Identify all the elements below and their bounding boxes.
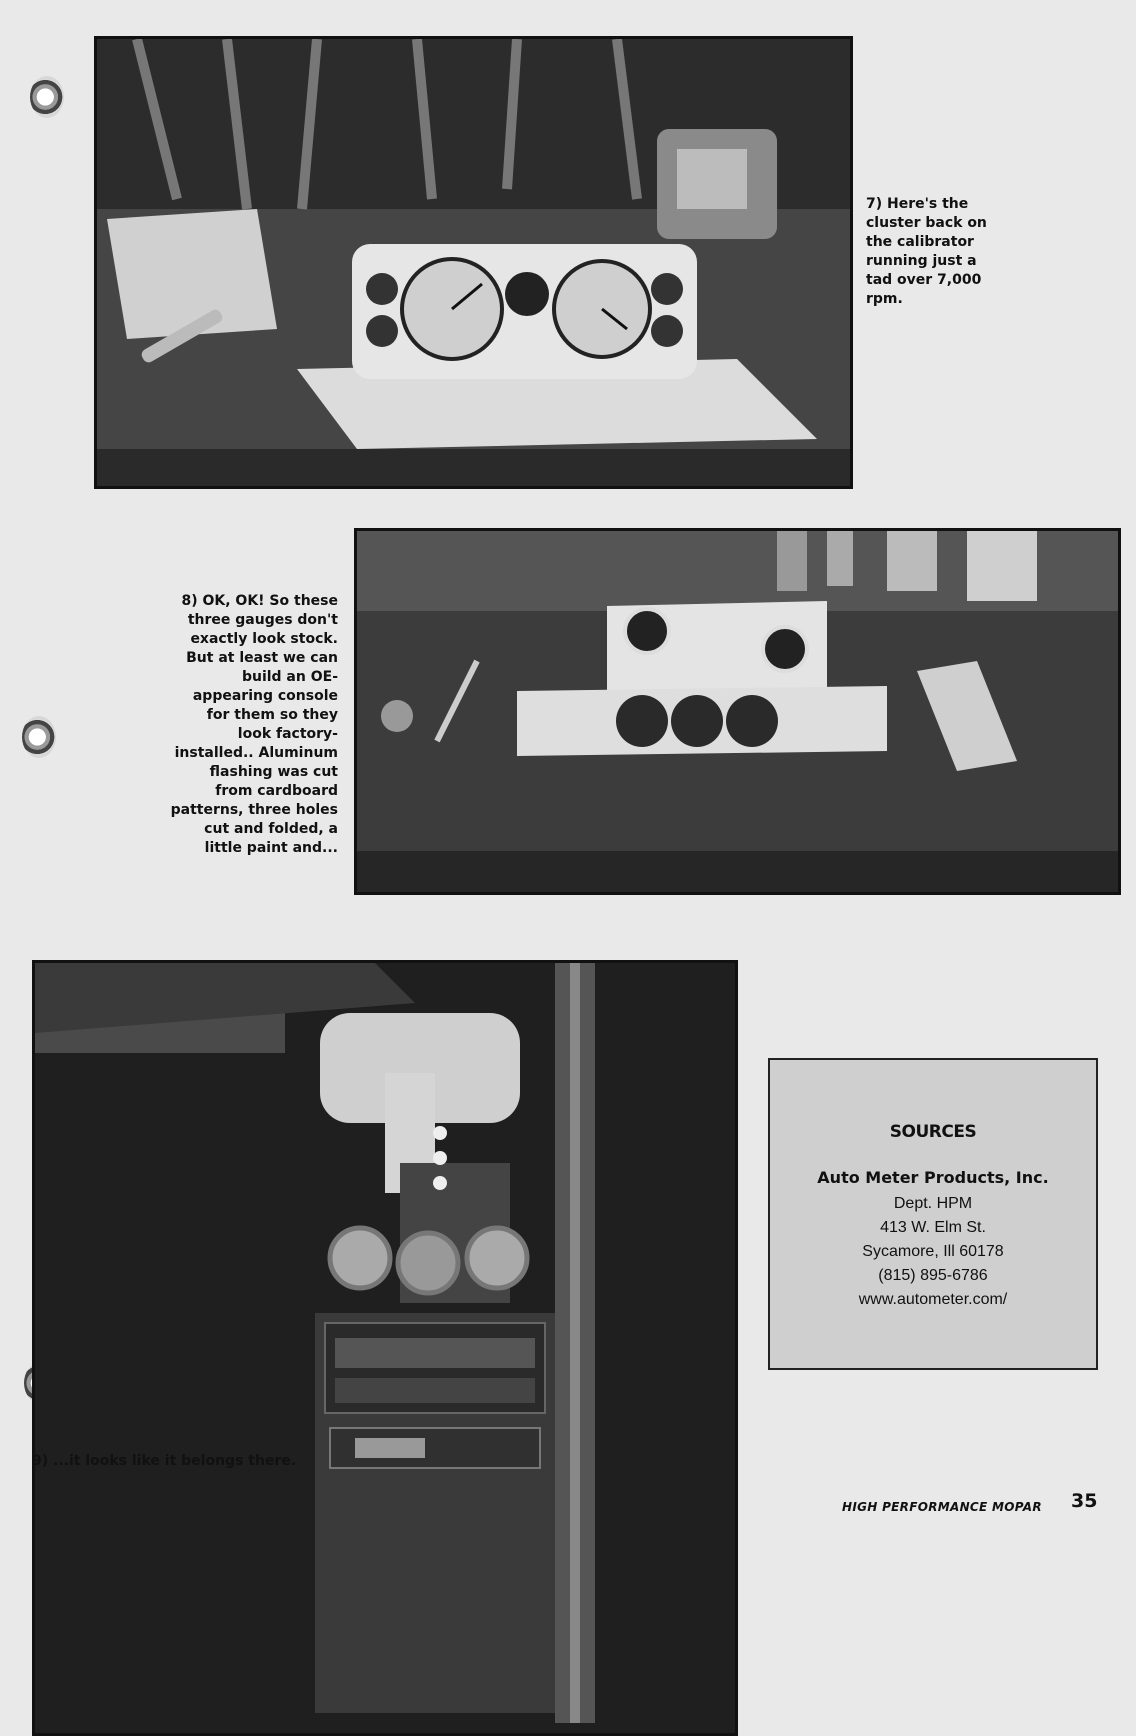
sources-street: 413 W. Elm St. bbox=[880, 1219, 986, 1236]
sources-box bbox=[768, 1058, 1098, 1370]
sources-company: Auto Meter Products, Inc. bbox=[817, 1168, 1049, 1187]
photo-9-installed-console bbox=[32, 960, 738, 1736]
page-number: 35 bbox=[1071, 1490, 1098, 1512]
sources-dept: Dept. HPM bbox=[893, 1195, 973, 1212]
photo-7-gauge-cluster bbox=[94, 36, 853, 489]
sources-phone: (815) 895-6786 bbox=[878, 1267, 988, 1284]
binder-hole bbox=[22, 716, 56, 758]
binder-hole bbox=[30, 76, 64, 118]
photo-8-gauge-console bbox=[354, 528, 1121, 895]
photo-7-caption: 7) Here's the cluster back on the calibrator running just a tad over 7,000 rpm. bbox=[866, 196, 987, 307]
sources-website[interactable]: www.autometer.com/ bbox=[858, 1291, 1008, 1308]
sources-city: Sycamore, Ill 60178 bbox=[862, 1243, 1004, 1260]
sources-heading: SOURCES bbox=[889, 1122, 977, 1142]
photo-9-caption: 9) ...it looks like it belongs there. bbox=[32, 1453, 297, 1469]
photo-8-caption: 8) OK, OK! So these three gauges don't exactly look stock. But at least we can build an OE-appearing console for them so they look factory-installed.. Aluminum flashing was cut from cardboard patterns, three holes cut and folded, a little paint and... bbox=[170, 593, 338, 856]
magazine-name: HIGH PERFORMANCE MOPAR bbox=[842, 1500, 1042, 1514]
